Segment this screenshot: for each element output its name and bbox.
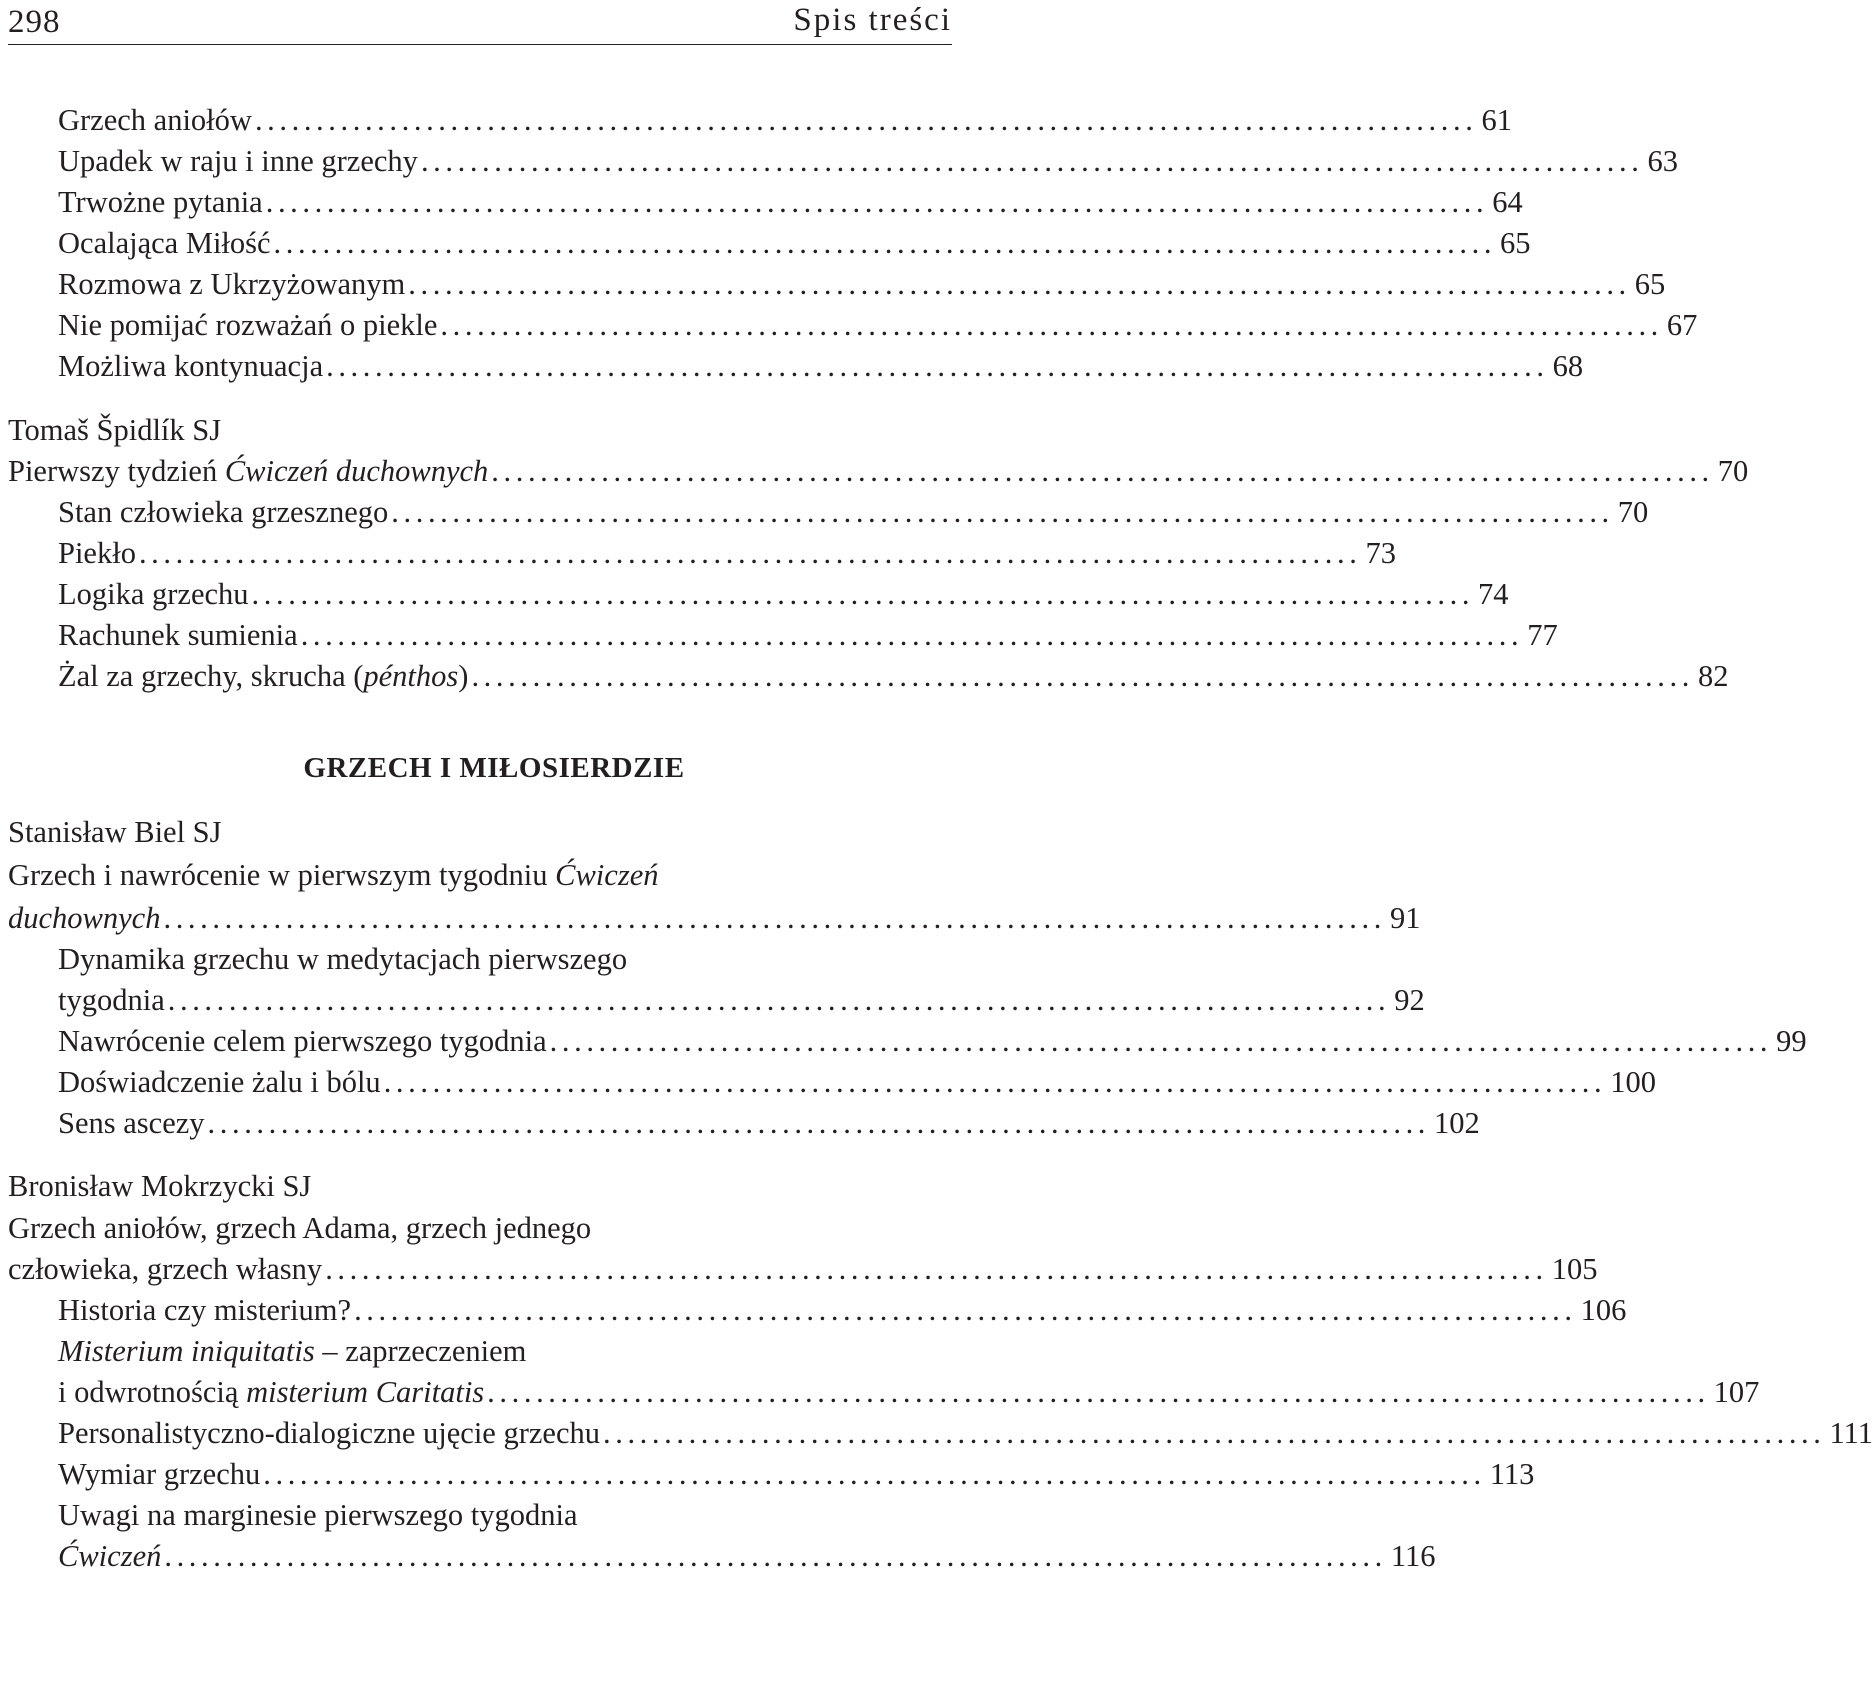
toc-entry-page: 99 [1776, 1024, 1807, 1058]
toc-chapter [8, 896, 1421, 940]
toc-chapter-title-line [8, 853, 938, 897]
toc-entry-title [58, 1370, 484, 1414]
toc-author: Bronisław Mokrzycki SJ [8, 1169, 312, 1203]
title-part: ) [458, 659, 469, 693]
leader-dots: .................................................................................................... [254, 103, 1478, 137]
toc-entry-title: Upadek w raju i inne grzechy [58, 144, 418, 178]
toc-chapter-title: człowieka, grzech własny [8, 1252, 323, 1286]
title-italic-part: Ćwiczeń [58, 1539, 162, 1573]
toc-entry-title: Sens ascezy [58, 1106, 205, 1140]
toc-entry-page: 70 [1617, 495, 1649, 529]
title-italic-part: Ćwiczeń duchownych [224, 454, 489, 488]
title-part: – zaprzeczeniem [314, 1334, 527, 1368]
toc-entry [58, 1060, 1656, 1104]
leader-dots: .................................................................................................... [263, 1457, 1486, 1491]
leader-dots: .................................................................................................... [549, 1024, 1773, 1058]
leader-dots: .................................................................................................... [603, 1416, 1826, 1450]
title-italic-part: Misterium iniquitatis [58, 1334, 315, 1368]
toc-entry-title-line [58, 1329, 938, 1373]
toc-entry [58, 221, 1531, 265]
running-title: Spis treści [793, 2, 952, 38]
leader-dots: .................................................................................................... [138, 536, 1362, 570]
toc-chapter-title [8, 896, 160, 940]
toc-entry-title-line: Dynamika grzechu w medytacjach pierwszego [58, 942, 628, 976]
toc-entry-title: Ocalająca Miłość [58, 226, 271, 260]
title-italic-part: misterium Caritatis [246, 1375, 485, 1409]
toc-entry [58, 98, 1512, 142]
leader-dots: .................................................................................................... [300, 618, 1524, 652]
toc-entry-title: Trwożne pytania [58, 185, 263, 219]
toc-entry [58, 1370, 1760, 1414]
leader-dots: .................................................................................................... [273, 226, 1497, 260]
toc-entry-page: 113 [1489, 1457, 1535, 1491]
toc-entry-page: 67 [1666, 308, 1698, 342]
toc-entry [58, 1452, 1535, 1496]
title-italic-part: Ćwiczeń [555, 858, 659, 892]
toc-entry [58, 262, 1666, 306]
toc-entry-page: 63 [1647, 144, 1678, 178]
toc-entry [58, 572, 1509, 616]
toc-entry-title: Wymiar grzechu [58, 1457, 261, 1491]
title-italic-part: pénthos [363, 659, 459, 693]
toc-entry [58, 1288, 1627, 1332]
toc-entry [58, 1019, 1807, 1063]
toc-chapter-title [8, 449, 488, 493]
toc-entry-page: 106 [1580, 1293, 1627, 1327]
toc-entry-title: tygodnia [58, 983, 165, 1017]
toc-entry-page: 65 [1634, 267, 1666, 301]
toc-entry [58, 1101, 1480, 1145]
toc-chapter [8, 1247, 1598, 1291]
toc-chapter-page: 70 [1717, 454, 1749, 488]
toc-author: Stanisław Biel SJ [8, 815, 222, 849]
title-part: i odwrotnością [58, 1375, 247, 1409]
toc-entry-title: Nie pomijać rozważań o piekle [58, 308, 438, 342]
toc-entry [58, 180, 1523, 224]
toc-entry [58, 531, 1396, 575]
leader-dots: .................................................................................................... [487, 1375, 1710, 1409]
toc-entry-page: 77 [1527, 618, 1558, 652]
toc-entry-title: Historia czy misterium? [58, 1293, 352, 1327]
leader-dots: .................................................................................................... [391, 495, 1614, 529]
running-header [8, 0, 952, 45]
toc-entry-page: 111 [1829, 1416, 1873, 1450]
toc-entry-title [58, 654, 468, 698]
toc-entry-title: Personalistyczno-dialogiczne ujęcie grzechu [58, 1416, 600, 1450]
toc-entry-title: Rozmowa z Ukrzyżowanym [58, 267, 406, 301]
toc-entry-page: 82 [1697, 659, 1729, 693]
toc-entry [58, 1411, 1873, 1455]
toc-author: Tomaš Špidlík SJ [8, 413, 222, 447]
section-heading: GRZECH I MIŁOSIERDZIE [303, 752, 685, 784]
leader-dots: .................................................................................................... [265, 185, 1489, 219]
toc-entry-title: Piekło [58, 536, 136, 570]
toc-entry-title: Grzech aniołów [58, 103, 252, 137]
toc-chapter-page: 91 [1389, 901, 1421, 935]
leader-dots: .................................................................................................... [325, 1252, 1548, 1286]
toc-entry [58, 139, 1678, 183]
leader-dots: .................................................................................................... [408, 267, 1631, 301]
title-part: Pierwszy tydzień [8, 454, 225, 488]
toc-entry-page: 64 [1492, 185, 1523, 219]
toc-entry-page: 107 [1713, 1375, 1760, 1409]
leader-dots: .................................................................................................... [440, 308, 1663, 342]
leader-dots: .................................................................................................... [326, 349, 1549, 383]
toc-entry-page: 73 [1365, 536, 1396, 570]
toc-entry [58, 978, 1425, 1022]
toc-entry-title: Stan człowieka grzesznego [58, 495, 389, 529]
leader-dots: .................................................................................................... [207, 1106, 1431, 1140]
leader-dots: .................................................................................................... [164, 1539, 1387, 1573]
page-number: 298 [8, 4, 61, 40]
title-part: Żal za grzechy, skrucha ( [58, 659, 364, 693]
toc-entry-page: 92 [1394, 983, 1425, 1017]
leader-dots: .................................................................................................... [471, 659, 1694, 693]
toc-entry [58, 613, 1558, 657]
toc-entry-page: 74 [1478, 577, 1509, 611]
toc-entry-page: 102 [1434, 1106, 1480, 1140]
toc-entry-page: 68 [1552, 349, 1584, 383]
toc-entry-page: 100 [1610, 1065, 1656, 1099]
toc-entry-page: 65 [1500, 226, 1531, 260]
leader-dots: .................................................................................................... [163, 901, 1386, 935]
title-italic-part: duchownych [8, 901, 161, 935]
toc-entry-title [58, 1534, 161, 1578]
toc-entry-page: 61 [1481, 103, 1512, 137]
toc-entry-title: Logika grzechu [58, 577, 249, 611]
toc-entry [58, 344, 1584, 388]
toc-entry-title: Nawrócenie celem pierwszego tygodnia [58, 1024, 547, 1058]
leader-dots: .................................................................................................... [167, 983, 1391, 1017]
toc-entry-title: Doświadczenie żalu i bólu [58, 1065, 381, 1099]
toc-chapter [8, 449, 1749, 493]
toc-entry [58, 654, 1729, 698]
toc-entry-title: Rachunek sumienia [58, 618, 298, 652]
leader-dots: .................................................................................................... [420, 144, 1644, 178]
leader-dots: .................................................................................................... [491, 454, 1714, 488]
leader-dots: .................................................................................................... [251, 577, 1475, 611]
toc-entry [58, 490, 1649, 534]
leader-dots: .................................................................................................... [354, 1293, 1577, 1327]
toc-entry-title-line: Uwagi na marginesie pierwszego tygodnia [58, 1498, 578, 1532]
toc-entry-title: Możliwa kontynuacja [58, 349, 324, 383]
toc-chapter-title-line: Grzech aniołów, grzech Adama, grzech jednego [8, 1211, 592, 1245]
toc-chapter-page: 105 [1551, 1252, 1598, 1286]
toc-entry [58, 1534, 1436, 1578]
leader-dots: .................................................................................................... [383, 1065, 1607, 1099]
toc-entry [58, 303, 1698, 347]
toc-entry-page: 116 [1390, 1539, 1436, 1573]
title-part: Grzech i nawrócenie w pierwszym tygodniu [8, 858, 556, 892]
